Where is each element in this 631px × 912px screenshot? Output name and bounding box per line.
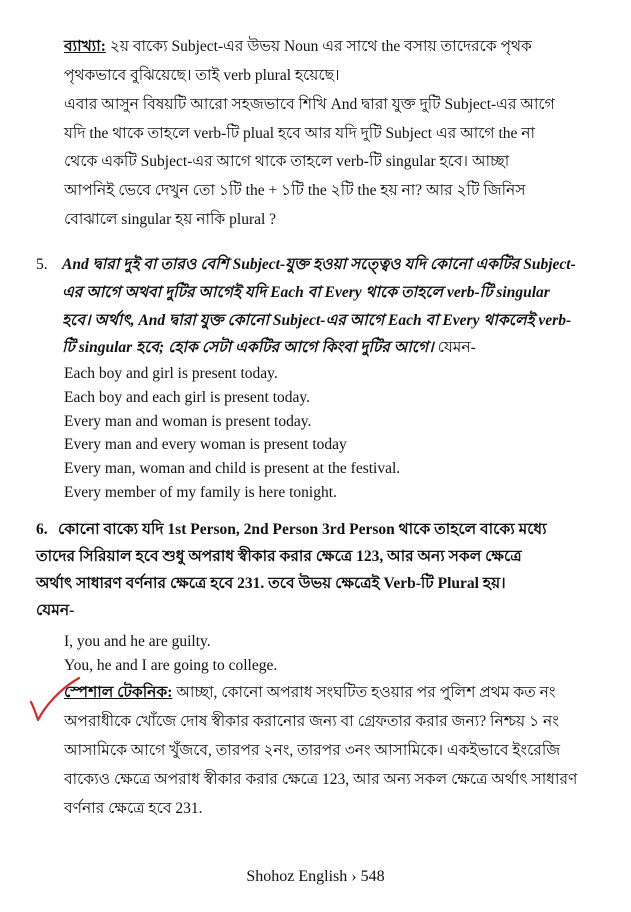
- rule-5-example-1: Each boy and girl is present today.: [64, 365, 278, 382]
- explanation-label: ব্যাখ্যা:: [64, 38, 106, 55]
- intro-line-5: থেকে একটি Subject-এর আগে থাকে তাহলে verb-টি singular হবে। আচ্ছা: [64, 153, 510, 170]
- rule-5-example-4: Every man and every woman is present today: [64, 436, 347, 453]
- rule-5-line-1: And দ্বারা দুই বা তারও বেশি Subject-যুক্ত হওয়া সত্ত্বেও যদি কোনো একটির Subject-: [62, 256, 576, 273]
- intro-line-4: যদি the থাকে তাহলে verb-টি plual হবে আর যদি দুটি Subject এর আগে the না: [64, 125, 536, 142]
- intro-line-7: বোঝালে singular হয় নাকি plural ?: [64, 211, 277, 228]
- technique-label: স্পেশাল টেকনিক:: [64, 684, 173, 701]
- rule-6-example-2: You, he and I are going to college.: [64, 657, 278, 674]
- page-footer: Shohoz English › 548: [246, 868, 385, 885]
- rule-6-number: 6.: [36, 521, 48, 538]
- intro-line-6: আপনিই ভেবে দেখুন তো ১টি the + ১টি the ২টি the হয় না? আর ২টি জিনিস: [64, 182, 526, 199]
- technique-line-4: বাক্যেও ক্ষেত্রে অপরাধ স্বীকার করার ক্ষেত্রে 123, আর অন্য সকল ক্ষেত্রে অর্থাৎ সাধারণ: [64, 771, 578, 788]
- rule-5-line-2: এর আগে অথবা দুটির আগেই যদি Each বা Every থাকে তাহলে verb-টি singular: [62, 284, 550, 301]
- intro-line-3: এবার আসুন বিষয়টি আরো সহজভাবে শিখি And দ্বারা যুক্ত দুটি Subject-এর আগে: [64, 96, 555, 113]
- rule-6-line-2: তাদের সিরিয়াল হবে শুধু অপরাধ স্বীকার করার ক্ষেত্রে 123, আর অন্য সকল ক্ষেত্রে: [36, 548, 522, 565]
- rule-5-example-3: Every man and woman is present today.: [64, 413, 312, 430]
- intro-line-1: ব্যাখ্যা: ২য় বাক্যে Subject-এর উভয় Noun এর সাথে the বসায় তাদেরকে পৃথক: [64, 38, 532, 55]
- technique-line-5: বর্ণনার ক্ষেত্রে হবে 231.: [64, 800, 203, 817]
- rule-6-example-1: I, you and he are guilty.: [64, 633, 211, 650]
- technique-line-3: আসামিকে আগে খুঁজবে, তারপর ২নং, তারপর ৩নং আসামিকে। একইভাবে ইংরেজি: [64, 742, 561, 759]
- rule-5-example-5: Every man, woman and child is present at the festival.: [64, 460, 401, 477]
- technique-line-2: অপরাধীকে খোঁজে দোষ স্বীকার করানোর জন্য বা গ্রেফতার করার জন্য? নিশ্চয় ১ নং: [64, 713, 559, 730]
- rule-6-line-4: যেমন-: [36, 602, 75, 619]
- rule-5-line-3: হবে। অর্থাৎ, And দ্বারা যুক্ত কোনো Subject-এর আগে Each বা Every থাকলেই verb-: [62, 312, 572, 329]
- intro-line-2: পৃথকভাবে বুঝিয়েছে। তাই verb plural হয়েছে।: [64, 67, 340, 84]
- red-tick-icon: [28, 676, 82, 722]
- rule-5-example-2: Each boy and each girl is present today.: [64, 389, 311, 406]
- rule-6-line-3: অর্থাৎ সাধারণ বর্ণনার ক্ষেত্রে হবে 231. তবে উভয় ক্ষেত্রেই Verb-টি Plural হয়।: [36, 575, 506, 592]
- rule-5-number: 5.: [36, 256, 48, 273]
- rule-5-line-4: টি singular হবে; হোক সেটা একটির আগে কিংবা দুটির আগে। যেমন-: [62, 339, 476, 356]
- technique-line-1: স্পেশাল টেকনিক: আচ্ছা, কোনো অপরাধ সংঘটিত হওয়ার পর পুলিশ প্রথম কত নং: [64, 684, 556, 701]
- rule-5-example-6: Every member of my family is here tonight.: [64, 484, 337, 501]
- rule-6-line-1: কোনো বাক্যে যদি 1st Person, 2nd Person 3rd Person থাকে তাহলে বাক্যে মধ্যে: [58, 521, 547, 538]
